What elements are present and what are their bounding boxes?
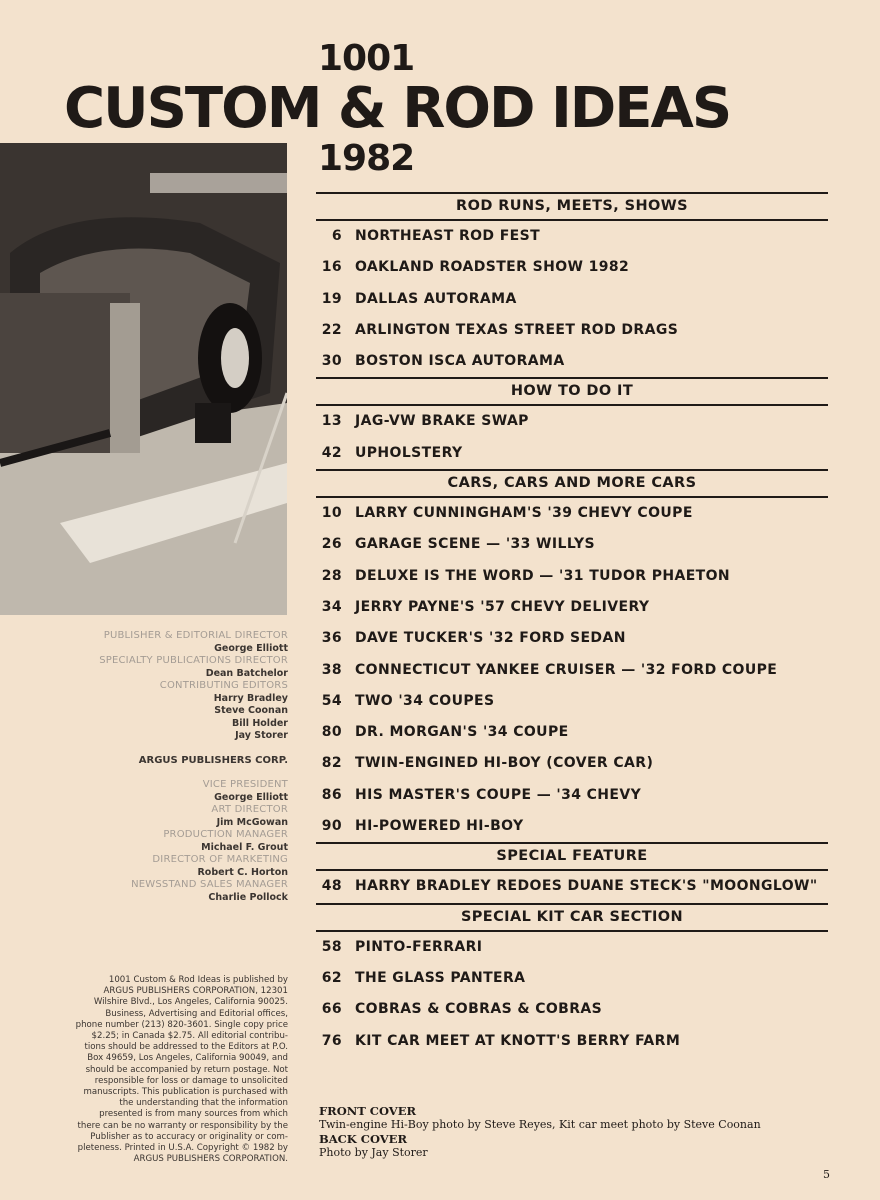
table-of-contents [316, 192, 828, 1057]
toc-entry[interactable] [316, 686, 828, 717]
toc-page-number: 36 [321, 630, 342, 647]
toc-entry[interactable] [316, 529, 828, 560]
masthead-name: Jay Storer [235, 730, 288, 741]
toc-page-number: 16 [321, 259, 342, 276]
section-heading: ROD RUNS, MEETS, SHOWS [316, 192, 828, 221]
fineprint-line: ARGUS PUBLISHERS CORPORATION. [133, 1154, 288, 1165]
toc-page-number: 6 [331, 228, 342, 244]
toc-page-number: 34 [321, 598, 342, 615]
back-cover-credit: Photo by Jay Storer [319, 1146, 428, 1159]
toc-page-number: 54 [321, 692, 342, 709]
masthead-name: Robert C. Horton [197, 866, 288, 878]
toc-title: LARRY CUNNINGHAM'S '39 CHEVY COUPE [355, 505, 693, 522]
masthead-name: George Elliott [214, 642, 288, 654]
section-heading: HOW TO DO IT [316, 377, 828, 406]
masthead-name: Bill Holder [232, 717, 288, 729]
page-title: CUSTOM & ROD IDEAS [64, 76, 731, 141]
toc-title: DR. MORGAN'S '34 COUPE [355, 724, 569, 741]
toc-entry[interactable] [316, 994, 828, 1025]
toc-page-number: 80 [321, 724, 342, 741]
masthead-name: Michael F. Grout [201, 841, 288, 853]
toc-title: DELUXE IS THE WORD — '31 TUDOR PHAETON [355, 567, 731, 584]
toc-title: COBRAS & COBRAS & COBRAS [355, 1001, 603, 1018]
toc-page-number: 42 [321, 444, 342, 461]
toc-title: HI-POWERED HI-BOY [355, 818, 524, 835]
masthead-role: VICE PRESIDENT [202, 779, 288, 790]
toc-title: PINTO-FERRARI [355, 938, 483, 955]
fineprint-line: $2.25; in Canada $2.75. All editorial contribu- [91, 1031, 288, 1042]
masthead-role: PRODUCTION MANAGER [163, 829, 288, 840]
masthead-name: Charlie Pollock [208, 891, 288, 903]
toc-page-number: 48 [321, 878, 342, 895]
masthead-role: PUBLISHER & EDITORIAL DIRECTOR [103, 630, 288, 641]
masthead-role: SPECIALTY PUBLICATIONS DIRECTOR [99, 655, 288, 666]
toc-page-number: 76 [321, 1032, 342, 1049]
toc-entry[interactable] [316, 811, 828, 842]
toc-title: UPHOLSTERY [355, 444, 463, 461]
toc-title: JAG-VW BRAKE SWAP [355, 413, 529, 430]
masthead-name: George Elliott [214, 791, 288, 803]
toc-entry[interactable] [316, 592, 828, 623]
section-heading: SPECIAL FEATURE [316, 842, 828, 871]
toc-page-number: 19 [321, 290, 342, 307]
car-show-photo [0, 143, 287, 615]
fineprint-line: ARGUS PUBLISHERS CORPORATION, 12301 [103, 986, 288, 997]
toc-title: THE GLASS PANTERA [355, 969, 526, 986]
masthead-name: Steve Coonan [214, 705, 288, 716]
toc-entry[interactable] [316, 406, 828, 437]
toc-page-number: 66 [321, 1001, 342, 1018]
toc-title: GARAGE SCENE — '33 WILLYS [355, 536, 595, 553]
fineprint-line: Box 49659, Los Angeles, California 90049, and [87, 1053, 288, 1064]
publication-fineprint [62, 975, 288, 1165]
masthead-role: NEWSSTAND SALES MANAGER [131, 879, 288, 890]
masthead-name: Harry Bradley [213, 692, 288, 704]
toc-title: BOSTON ISCA AUTORAMA [355, 353, 565, 370]
toc-entry[interactable] [316, 780, 828, 811]
fineprint-line: the understanding that the information [119, 1098, 288, 1109]
fineprint-line: should be accompanied by return postage. Not [85, 1064, 288, 1075]
toc-page-number: 86 [321, 786, 342, 803]
toc-title: TWIN-ENGINED HI-BOY (COVER CAR) [355, 755, 654, 772]
toc-title: HIS MASTER'S COUPE — '34 CHEVY [355, 786, 642, 803]
toc-page-number: 82 [321, 755, 342, 772]
fineprint-line: tions should be addressed to the Editors at P.O. [84, 1042, 288, 1053]
back-cover-heading: BACK COVER [319, 1132, 408, 1146]
toc-entry[interactable] [316, 346, 828, 377]
toc-entry[interactable] [316, 221, 828, 252]
fineprint-line: pleteness. Printed in U.S.A. Copyright © 1982 by [77, 1143, 288, 1154]
toc-page-number: 10 [321, 505, 342, 522]
fineprint-line: Publisher as to accuracy or originality or com- [90, 1131, 288, 1142]
toc-page-number: 28 [321, 567, 342, 584]
cover-credits [319, 1104, 761, 1160]
toc-entry[interactable] [316, 871, 828, 902]
masthead-name: Dean Batchelor [205, 667, 288, 679]
toc-title: HARRY BRADLEY REDOES DUANE STECK'S "MOONGLOW" [355, 878, 818, 895]
toc-page-number: 62 [321, 969, 342, 986]
toc-page-number: 13 [321, 413, 342, 430]
title-year: 1982 [318, 138, 415, 179]
toc-title: DALLAS AUTORAMA [355, 290, 517, 307]
toc-page-number: 30 [321, 353, 342, 370]
toc-title: KIT CAR MEET AT KNOTT'S BERRY FARM [355, 1032, 681, 1049]
fineprint-line: Business, Advertising and Editorial offices, [105, 1008, 288, 1019]
toc-page-number: 58 [321, 938, 342, 955]
toc-entry[interactable] [316, 284, 828, 315]
toc-title: OAKLAND ROADSTER SHOW 1982 [355, 259, 630, 276]
front-cover-credit: Twin-engine Hi-Boy photo by Steve Reyes, Kit car meet photo by Steve Coonan [319, 1118, 761, 1131]
page-number: 5 [823, 1168, 830, 1181]
toc-title: CONNECTICUT YANKEE CRUISER — '32 FORD COUPE [355, 661, 778, 678]
toc-entry[interactable] [316, 498, 828, 529]
fineprint-line: responsible for loss or damage to unsolicited [94, 1075, 288, 1086]
section-heading: SPECIAL KIT CAR SECTION [316, 903, 828, 932]
toc-title: ARLINGTON TEXAS STREET ROD DRAGS [355, 321, 679, 338]
toc-entry[interactable] [316, 252, 828, 283]
title-number: 1001 [318, 38, 415, 79]
front-cover-heading: FRONT COVER [319, 1104, 417, 1118]
toc-title: TWO '34 COUPES [355, 692, 495, 709]
fineprint-line: phone number (213) 820-3601. Single copy price [75, 1019, 288, 1030]
masthead-role: CONTRIBUTING EDITORS [159, 680, 288, 691]
section-heading: CARS, CARS AND MORE CARS [316, 469, 828, 498]
toc-entry[interactable] [316, 561, 828, 592]
toc-page-number: 90 [321, 818, 342, 835]
masthead-group [8, 779, 288, 904]
fineprint-line: manuscripts. This publication is purchased with [83, 1087, 288, 1098]
masthead-name: Jim McGowan [216, 816, 288, 828]
toc-entry[interactable] [316, 932, 828, 963]
fineprint-line: presented is from many sources from which [99, 1109, 288, 1120]
toc-entry[interactable] [316, 655, 828, 686]
toc-page-number: 38 [321, 661, 342, 678]
toc-title: JERRY PAYNE'S '57 CHEVY DELIVERY [355, 598, 650, 615]
toc-title: DAVE TUCKER'S '32 FORD SEDAN [355, 630, 626, 647]
publisher-corp: ARGUS PUBLISHERS CORP. [138, 754, 288, 766]
fineprint-line: there can be no warranty or responsibility by the [77, 1120, 288, 1131]
toc-page-number: 22 [321, 321, 342, 338]
toc-title: NORTHEAST ROD FEST [355, 228, 541, 244]
fineprint-line: Wilshire Blvd., Los Angeles, California 90025. [93, 997, 288, 1008]
toc-entry[interactable] [316, 748, 828, 779]
masthead [8, 630, 288, 904]
toc-entry[interactable] [316, 963, 828, 994]
toc-entry[interactable] [316, 623, 828, 654]
masthead-role: ART DIRECTOR [211, 804, 288, 815]
masthead-role: DIRECTOR OF MARKETING [152, 854, 288, 865]
toc-page-number: 26 [321, 536, 342, 553]
fineprint-line: 1001 Custom & Rod Ideas is published by [108, 975, 288, 985]
toc-entry[interactable] [316, 1026, 828, 1057]
masthead-group [8, 630, 288, 743]
toc-entry[interactable] [316, 315, 828, 346]
toc-entry[interactable] [316, 438, 828, 469]
toc-entry[interactable] [316, 717, 828, 748]
